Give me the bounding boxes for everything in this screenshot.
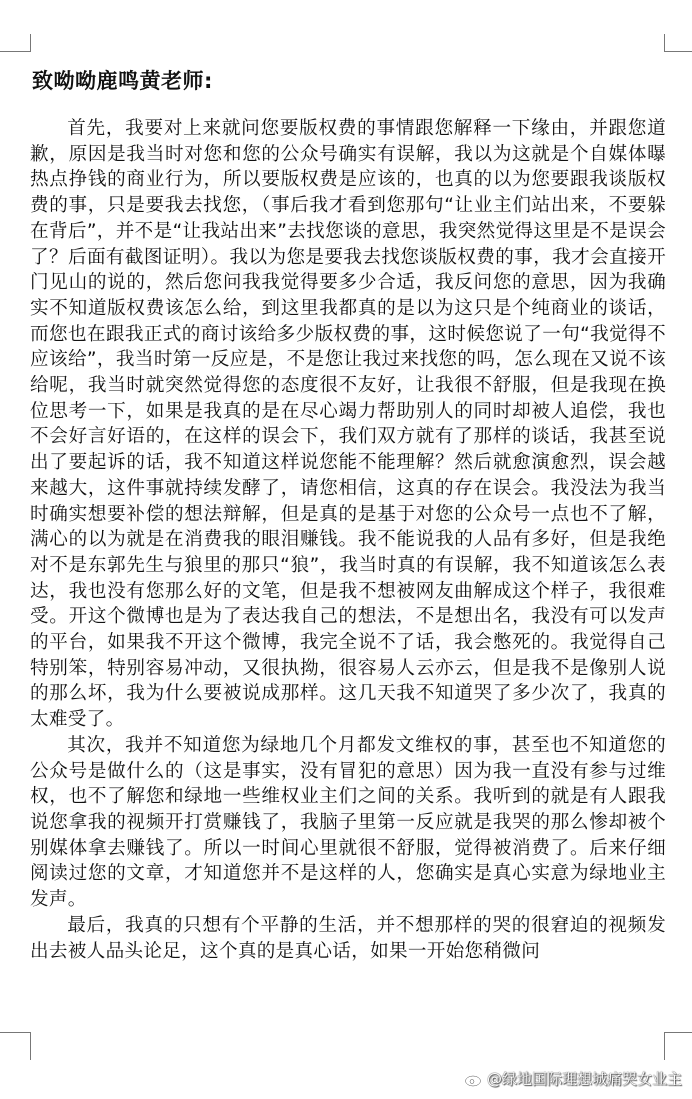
weibo-watermark	[465, 1069, 682, 1089]
paragraph-second: 其次，我并不知道您为绿地几个月都发文维权的事，甚至也不知道您的公众号是做什么的（这是事实，没有冒犯的意思）因为我一直没有参与过维权，也不了解您和绿地一些维权业主们之间的关系。我听到的就是有人跟我说您拿我的视频开打赏赚钱了，我脑子里第一反应就是我哭的那么惨却被个别媒体拿去赚钱了。所以一时间心里就很不舒服，觉得被消费了。后来仔细阅读过您的文章，才知道您并不是这样的人，您确实是真心实意为绿地业主发声。	[30, 734, 666, 911]
crop-mark-top-right-v	[664, 34, 665, 52]
weibo-icon	[465, 1070, 485, 1087]
crop-mark-top-right-h	[664, 51, 692, 52]
crop-mark-top-left-v	[30, 34, 31, 52]
letter-title: 致呦呦鹿鸣黄老师:	[32, 69, 213, 93]
paragraph-first: 首先，我要对上来就问您要版权费的事情跟您解释一下缘由，并跟您道歉，原因是我当时对您和您的公众号确实有误解，我以为这就是个自媒体曝热点挣钱的商业行为，所以要版权费是应该的，也真的以为您要跟我谈版权费的事，只是要我去找您，（事后我才看到您那句“让业主们站出来，不要躲在背后”，并不是“让我站出来”去找您谈的意思，我突然觉得这里是不是误会了？后面有截图证明）。我以为您是要我去找您谈版权费的事，我才会直接开门见山的说的，然后您问我我觉得要多少合适，我反问您的意思，因为我确实不知道版权费该怎么给，到这里我都真的是以为这只是个纯商业的谈话，而您也在跟我正式的商讨该给多少版权费的事，这时候您说了一句“我觉得不应该给”，我当时第一反应是，不是您让我过来找您的吗，怎么现在又说不该给呢，我当时就突然觉得您的态度很不友好，让我很不舒服，但是我现在换位思考一下，如果是我真的是在尽心竭力帮助别人的同时却被人追偿，我也不会好言好语的，在这样的误会下，我们双方就有了那样的谈话，我甚至说出了要起诉的话，我不知道这样说您能不能理解？然后就愈演愈烈，误会越来越大，这件事就持续发酵了，请您相信，这真的存在误会。我没法为我当时确实想要补偿的想法辩解，但是真的是基于对您的公众号一点也不了解，满心的以为就是在消费我的眼泪赚钱。我不能说我的人品有多好，但是我绝对不是东郭先生与狼里的那只“狼”，我当时真的有误解，我不知道该怎么表达，我也没有您那么好的文笔，但是我不想被网友曲解成这个样子，我很难受。开这个微博也是为了表达我自己的想法，不是想出名，我没有可以发声的平台，如果我不开这个微博，我完全说不了话，我会憋死的。我觉得自己特别笨，特别容易冲动，又很执拗，很容易人云亦云，但是我不是像别人说的那么坏，我为什么要被说成那样。这几天我不知道哭了多少次了，我真的太难受了。	[30, 118, 666, 731]
crop-mark-bottom-right-v	[664, 1032, 665, 1060]
crop-mark-bottom-left-h	[0, 1032, 30, 1033]
watermark-handle: @绿地国际理想城痛哭女业主	[486, 1070, 682, 1088]
crop-mark-bottom-right-h	[664, 1032, 692, 1033]
crop-mark-bottom-left-v	[30, 1032, 31, 1060]
paragraph-last: 最后，我真的只想有个平静的生活，并不想那样的哭的很窘迫的视频发出去被人品头论足，这个真的是真心话，如果一开始您稍微问	[30, 914, 666, 962]
crop-mark-top-left-h	[0, 51, 30, 52]
letter-body	[30, 116, 666, 964]
